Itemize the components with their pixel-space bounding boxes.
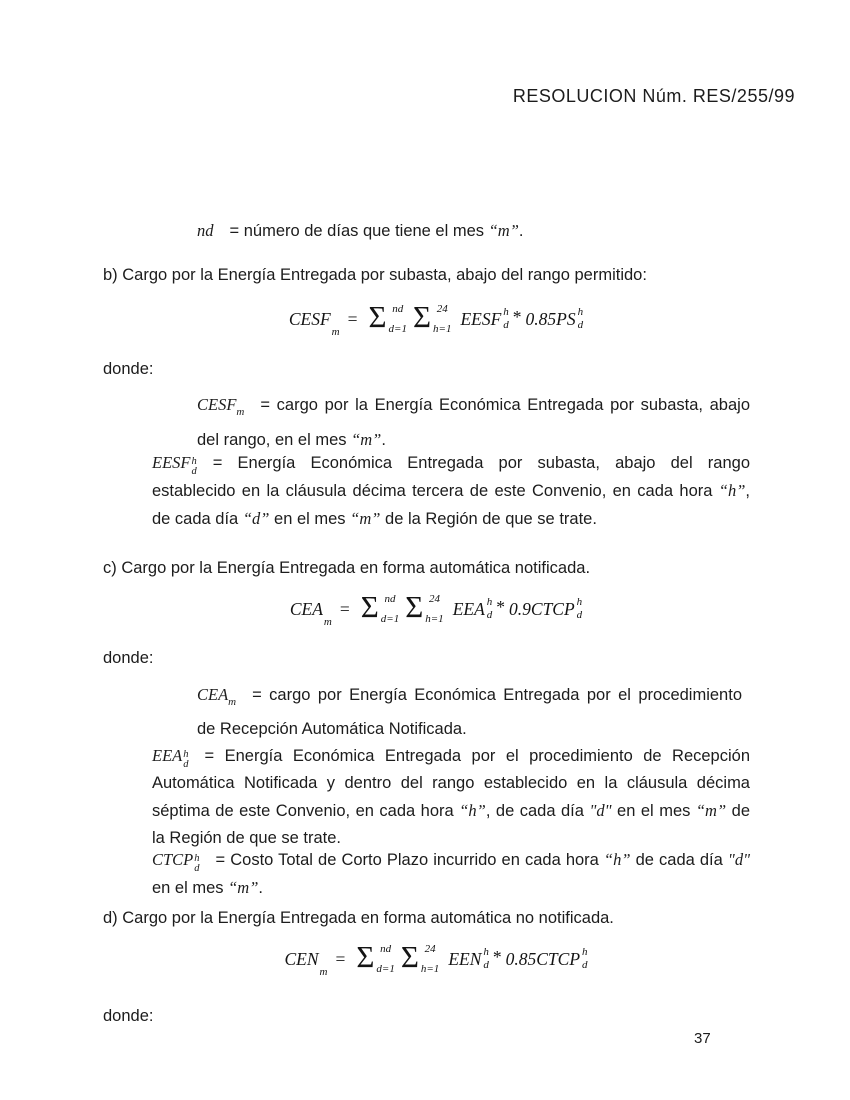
document-header: RESOLUCION Núm. RES/255/99	[512, 86, 795, 106]
item-b: b) Cargo por la Energía Entregada por subasta, abajo del rango permitido:	[103, 266, 647, 284]
item-d: d) Cargo por la Energía Entregada en forma automática no notificada.	[103, 909, 614, 927]
factor-subscript: d	[582, 959, 588, 971]
item-c: c) Cargo por la Energía Entregada en forma automática notificada.	[103, 559, 591, 577]
formula-cesf	[0, 299, 850, 338]
factor-superscript: h	[577, 306, 584, 318]
summation-days	[360, 589, 400, 626]
sum-lower-limit: h=1	[420, 963, 440, 975]
summation-hours	[405, 589, 444, 626]
multiplication-sign: *	[496, 596, 506, 617]
definition-cea	[197, 681, 742, 743]
cea-definition-text: = cargo por Energía Económica Entregada por el procedimiento de Recepción Automática Notificada.	[197, 686, 742, 738]
term-subscript: d	[503, 319, 509, 331]
sum-upper-limit: 24	[428, 593, 440, 605]
formula-factor: PS	[556, 308, 576, 329]
sum-upper-limit: nd	[392, 303, 404, 315]
sigma-icon: Σ	[368, 299, 387, 334]
formula-lhs-sub: m	[331, 326, 340, 338]
summation-hours	[400, 939, 440, 976]
formula-cen	[0, 939, 850, 978]
formula-lhs-sub: m	[323, 616, 332, 628]
term-superscript: h	[483, 946, 489, 958]
sum-lower-limit: d=1	[376, 963, 395, 975]
multiplication-sign: *	[512, 306, 522, 327]
sigma-icon: Σ	[412, 299, 432, 334]
formula-term: EEN	[448, 948, 482, 969]
term-subscript: d	[486, 609, 493, 621]
equals-sign: =	[347, 308, 358, 329]
sigma-icon: Σ	[400, 939, 419, 974]
formula-lhs: CEA	[289, 598, 323, 619]
formula-lhs: CEN	[284, 948, 319, 969]
formula-factor: CTCP	[536, 948, 581, 969]
cesf-definition-text: = cargo por la Energía Económica Entregada por subasta, abajo del rango, en el mes “m”.	[197, 396, 750, 449]
cea-symbol: $CEA_m$	[197, 685, 237, 708]
sigma-icon: Σ	[356, 939, 375, 974]
formula-coefficient: 0.85	[505, 948, 537, 969]
formula-coefficient: 0.85	[525, 308, 557, 329]
donde-label: donde:	[103, 1007, 154, 1025]
sum-upper-limit: nd	[384, 593, 396, 605]
equals-sign: =	[339, 598, 350, 619]
sum-lower-limit: h=1	[433, 323, 452, 335]
ctcp-definition-text: = Costo Total de Corto Plazo incurrido en cada hora “h” de cada día "d" en el mes “m”.	[152, 850, 750, 897]
definition-eesf	[152, 449, 750, 533]
sigma-icon: Σ	[405, 589, 424, 624]
factor-superscript: h	[576, 596, 583, 608]
definition-cesf	[197, 391, 750, 454]
sum-lower-limit: d=1	[388, 323, 407, 335]
sum-upper-limit: nd	[380, 943, 392, 955]
formula-term: EESF	[460, 308, 502, 329]
multiplication-sign: *	[492, 946, 502, 967]
sum-upper-limit: 24	[436, 303, 448, 315]
term-subscript: d	[483, 959, 489, 971]
sum-lower-limit: h=1	[425, 613, 444, 625]
sigma-icon: Σ	[360, 589, 379, 624]
summation-days	[368, 299, 407, 336]
formula-cen-row	[284, 939, 589, 978]
term-superscript: h	[503, 306, 509, 318]
factor-subscript: d	[576, 609, 583, 621]
page-number: 37	[694, 1030, 711, 1047]
formula-factor: CTCP	[530, 598, 575, 619]
donde-label: donde:	[103, 649, 154, 667]
nd-definition-text: = número de días que tiene el mes “m”.	[229, 221, 524, 240]
eesf-symbol: EESF h d	[152, 453, 197, 477]
equals-sign: =	[335, 948, 346, 969]
eea-definition-text: = Energía Económica Entregada por el procedimiento de Recepción Automática Notificada y dentro del rango establecido en la cláusula décima séptima de este Convenio, en cada hora “h”, de cada día "d" en el mes “m” de la Región de que se trate.	[152, 747, 750, 847]
donde-label: donde:	[103, 360, 154, 378]
definition-eea	[152, 742, 750, 852]
formula-cesf-row	[288, 299, 585, 338]
formula-cea-row	[289, 589, 584, 628]
formula-lhs-sub: m	[319, 966, 328, 978]
formula-cea	[0, 589, 850, 628]
definition-ctcp	[152, 846, 750, 902]
formula-term: EEA	[452, 598, 485, 619]
nd-definition-line	[197, 218, 750, 244]
factor-subscript: d	[577, 319, 584, 331]
nd-symbol: nd	[197, 221, 214, 240]
summation-hours	[412, 299, 452, 336]
ctcp-symbol: CTCP h d	[152, 850, 200, 874]
cesf-symbol: $CESF_m$	[197, 395, 245, 418]
term-superscript: h	[486, 596, 493, 608]
eea-symbol: EEA h d	[152, 746, 189, 770]
sum-upper-limit: 24	[424, 943, 436, 955]
sum-lower-limit: d=1	[380, 613, 400, 625]
formula-coefficient: 0.9	[509, 598, 531, 619]
formula-lhs: CESF	[288, 308, 331, 329]
summation-days	[356, 939, 395, 976]
eesf-definition-text: = Energía Económica Entregada por subasta, abajo del rango establecido en la cláusula décima tercera de este Convenio, en cada hora “h”, de cada día “d” en el mes “m” de la Región de que se trate.	[152, 454, 750, 528]
factor-superscript: h	[582, 946, 588, 958]
